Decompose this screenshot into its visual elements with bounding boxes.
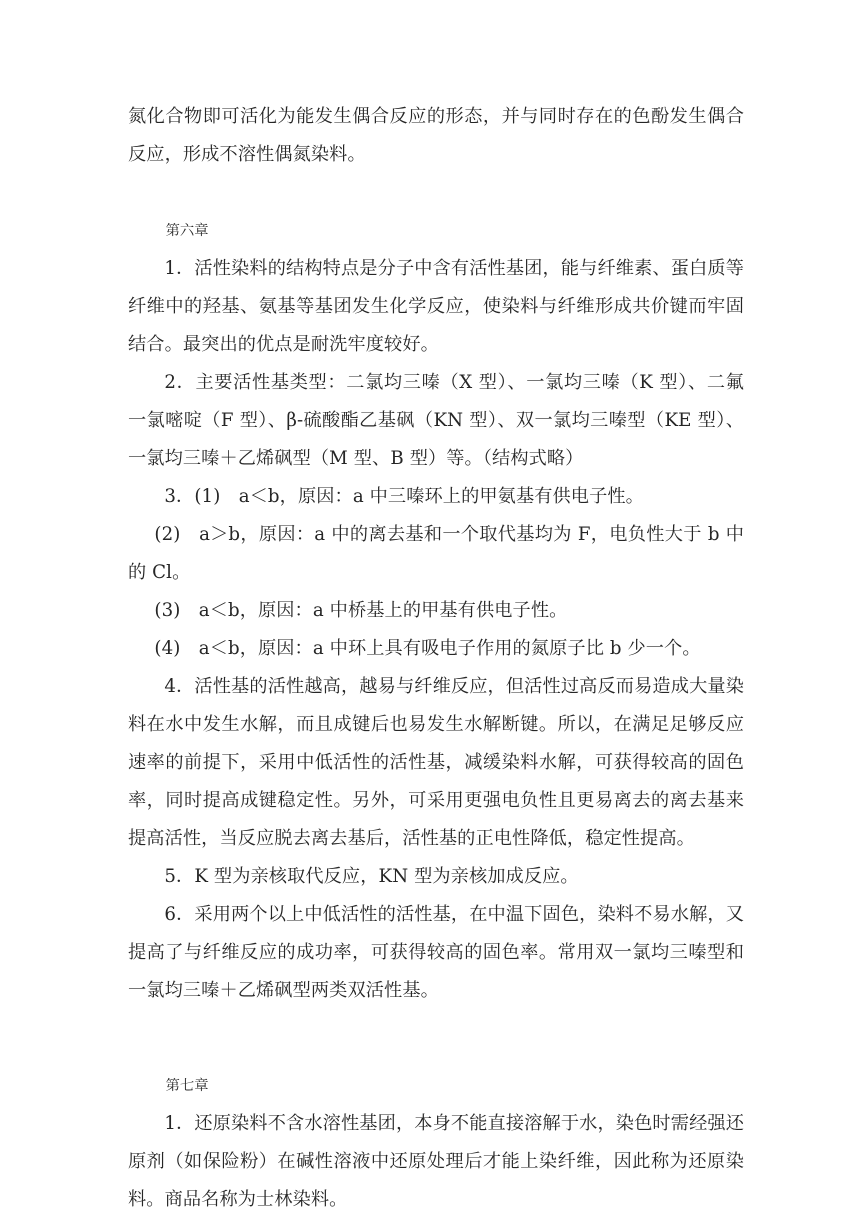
spacer-before-chapter-seven: [128, 1010, 744, 1067]
ch6-item-3-sub-3: (3) a＜b，原因：a 中桥基上的甲基有供电子性。: [154, 600, 568, 621]
intro-paragraph: 氮化合物即可活化为能发生偶合反应的形态，并与同时存在的色酚发生偶合反应，形成不溶性偶氮染料。: [128, 106, 744, 165]
ch6-item-4: 4．活性基的活性越高，越易与纤维反应，但活性过高反而易造成大量染料在水中发生水解，而且成键后也易发生水解断键。所以，在满足足够反应速率的前提下，采用中低活性的活性基，减缓染料水解，可获得较高的固色率，同时提高成键稳定性。另外，可采用更强电负性且更易离去的离去基来提高活性，当反应脱去离去基后，活性基的正电性降低，稳定性提高。: [128, 676, 744, 849]
ch7-item-1: 1．还原染料不含水溶性基团，本身不能直接溶解于水，染色时需经强还原剂（如保险粉）在碱性溶液中还原处理后才能上染纤维，因此称为还原染料。商品名称为士林染料。: [128, 1113, 744, 1210]
ch6-item-6: 6．采用两个以上中低活性的活性基，在中温下固色，染料不易水解，又提高了与纤维反应的成功率，可获得较高的固色率。常用双一氯均三嗪型和一氯均三嗪＋乙烯砜型两类双活性基。: [128, 904, 744, 1001]
chapter-six-heading: 第六章: [165, 223, 209, 239]
text-column: [128, 98, 744, 1219]
spacer-before-chapter-six: [128, 174, 744, 212]
ch6-item-1: 1．活性染料的结构特点是分子中含有活性基团，能与纤维素、蛋白质等纤维中的羟基、氨基等基团发生化学反应，使染料与纤维形成共价键而牢固结合。最突出的优点是耐洗牢度较好。: [128, 258, 744, 355]
ch6-item-5: 5．K 型为亲核取代反应，KN 型为亲核加成反应。: [164, 866, 579, 887]
ch6-item-3-sub-4: (4) a＜b，原因：a 中环上具有吸电子作用的氮原子比 b 少一个。: [154, 638, 701, 659]
ch6-item-2: 2．主要活性基类型：二氯均三嗪（X 型）、一氯均三嗪（K 型）、二氟一氯嘧啶（F 型）、β-硫酸酯乙基砜（KN 型）、双一氯均三嗪型（KE 型）、一氯均三嗪＋乙烯砜型（M 型、B 型）等。（结构式略）: [128, 372, 744, 469]
chapter-seven-heading: 第七章: [165, 1078, 209, 1094]
ch6-item-3: 3．(1) a＜b，原因：a 中三嗪环上的甲氨基有供电子性。: [164, 486, 644, 507]
ch6-item-3-sub-2: (2) a＞b，原因：a 中的离去基和一个取代基均为 F，电负性大于 b 中的 Cl。: [128, 524, 744, 583]
